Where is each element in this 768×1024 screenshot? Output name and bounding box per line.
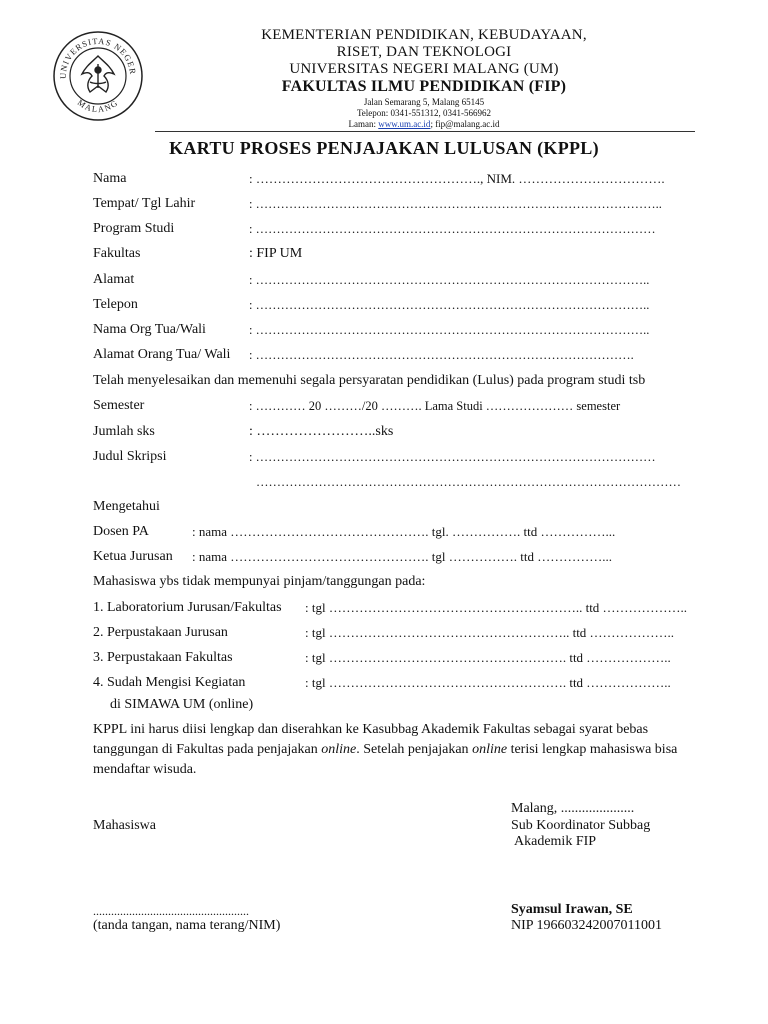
field-label-fakultas: Fakultas	[93, 246, 141, 261]
university-seal-logo	[52, 30, 144, 122]
student-label: Mahasiswa	[93, 818, 156, 833]
note-part-3: terisi lengkap mahasiswa bisa mendaftar wisuda.	[93, 742, 678, 777]
loan-value-kegiatan[interactable]: : tgl ………………………………………………. ttd ………………..	[305, 675, 671, 690]
semester-label: Semester	[93, 398, 145, 413]
student-signature-line[interactable]: ....................................................	[93, 904, 249, 918]
field-value-ttl[interactable]: : ……………………………………………………………………………………..	[249, 197, 662, 211]
skripsi-value[interactable]: : ……………………………………………………………………………………	[249, 450, 656, 464]
web-link[interactable]: www.um.ac.id	[378, 119, 431, 129]
loan-label-lab: 1. Laboratorium Jurusan/Fakultas	[93, 600, 282, 615]
approval-label-ketua-jurusan: Ketua Jurusan	[93, 549, 173, 564]
loan-label-perpus-jurusan: 2. Perpustakaan Jurusan	[93, 625, 228, 640]
email: ; fip@malang.ac.id	[430, 119, 500, 129]
coordinator-line-2: Akademik FIP	[514, 834, 597, 849]
ministry-line-2: RISET, DAN TEKNOLOGI	[336, 44, 512, 60]
loan-value-perpus-fakultas[interactable]: : tgl ………………………………………………. ttd ………………..	[305, 650, 671, 665]
loan-label-kegiatan: 4. Sudah Mengisi Kegiatan	[93, 675, 246, 690]
field-label-alamat-ortu: Alamat Orang Tua/ Wali	[93, 347, 231, 362]
skripsi-label: Judul Skripsi	[93, 449, 167, 464]
simawa-text: di SIMAWA UM (online)	[110, 697, 254, 712]
loan-value-perpus-jurusan[interactable]: : tgl ……………………………………………….. ttd ………………..	[305, 625, 675, 640]
skripsi-value-line2[interactable]: …………………………………………………………………………………………	[256, 475, 681, 489]
faculty-phone: Telepon: 0341-551312, 0341-566962	[356, 108, 492, 118]
sks-value[interactable]: : ……………………..sks	[249, 424, 394, 439]
field-value-prodi[interactable]: : ……………………………………………………………………………………	[249, 222, 656, 236]
note-part-2: . Setelah penjajakan	[356, 742, 473, 757]
faculty-name: FAKULTAS ILMU PENDIDIKAN (FIP)	[281, 78, 567, 95]
faculty-web	[150, 119, 698, 130]
sks-label: Jumlah sks	[93, 424, 155, 439]
note-online-1: online	[321, 742, 357, 757]
field-label-nama: Nama	[93, 171, 127, 186]
field-value-nama[interactable]: : ……………………………………………., NIM. …………………………….	[249, 171, 665, 186]
no-loans-text: Mahasiswa ybs tidak mempunyai pinjam/tanggungan pada:	[93, 574, 426, 589]
field-label-alamat: Alamat	[93, 272, 135, 287]
approval-value-ketua-jurusan[interactable]: : nama ………………………………………. tgl ……………. ttd ……………...	[192, 549, 612, 564]
loan-value-lab[interactable]: : tgl ………………………………………………….. ttd ………………..	[305, 600, 688, 615]
header-divider	[155, 131, 695, 132]
university-name: UNIVERSITAS NEGERI MALANG (UM)	[289, 61, 559, 77]
field-value-ortu[interactable]: : …………………………………………………………………………………..	[249, 323, 650, 337]
field-value-alamat-ortu[interactable]: : ……………………………………………………………………………….	[249, 348, 634, 362]
field-label-telepon: Telepon	[93, 297, 138, 312]
completion-text: Telah menyelesaikan dan memenuhi segala persyaratan pendidikan (Lulus) pada program studi tsb	[93, 373, 646, 388]
student-signature-caption: (tanda tangan, nama terang/NIM)	[93, 918, 281, 933]
field-label-prodi: Program Studi	[93, 221, 175, 236]
approval-label-dosen-pa: Dosen PA	[93, 524, 149, 539]
field-value-fakultas: : FIP UM	[249, 246, 303, 261]
official-name: Syamsul Irawan, SE	[511, 902, 633, 917]
approval-value-dosen-pa[interactable]: : nama ………………………………………. tgl. ……………. ttd ……………...	[192, 524, 616, 539]
semester-value[interactable]: : ………… 20 ………/20 ………. Lama Studi ………………… semester	[249, 399, 621, 413]
mengetahui-label: Mengetahui	[93, 499, 160, 514]
coordinator-line-1: Sub Koordinator Subbag	[511, 818, 651, 833]
loan-label-perpus-fakultas: 3. Perpustakaan Fakultas	[93, 650, 233, 665]
web-prefix: Laman:	[348, 119, 377, 129]
form-title: KARTU PROSES PENJAJAKAN LULUSAN (KPPL)	[169, 138, 599, 158]
field-label-ortu: Nama Org Tua/Wali	[93, 322, 206, 337]
svg-text:MALANG: MALANG	[75, 97, 121, 115]
faculty-address: Jalan Semarang 5, Malang 65145	[363, 97, 485, 107]
field-value-telepon[interactable]: : …………………………………………………………………………………..	[249, 298, 650, 312]
ministry-line-1: KEMENTERIAN PENDIDIKAN, KEBUDAYAAN,	[261, 27, 587, 43]
field-value-alamat[interactable]: : …………………………………………………………………………………..	[249, 273, 650, 287]
note-part-1: KPPL ini harus diisi lengkap dan diserahkan ke Kasubbag Akademik Fakultas sebagai syarat bebas tanggungan di Fakultas pada penjajakan	[93, 722, 649, 757]
field-label-ttl: Tempat/ Tgl Lahir	[93, 196, 196, 211]
svg-text:UNIVERSITAS NEGERI: UNIVERSITAS NEGER	[57, 35, 139, 80]
place-date: Malang, .....................	[511, 801, 635, 816]
official-nip: NIP 196603242007011001	[511, 918, 663, 933]
instruction-note	[93, 720, 713, 780]
note-online-2: online	[472, 742, 508, 757]
